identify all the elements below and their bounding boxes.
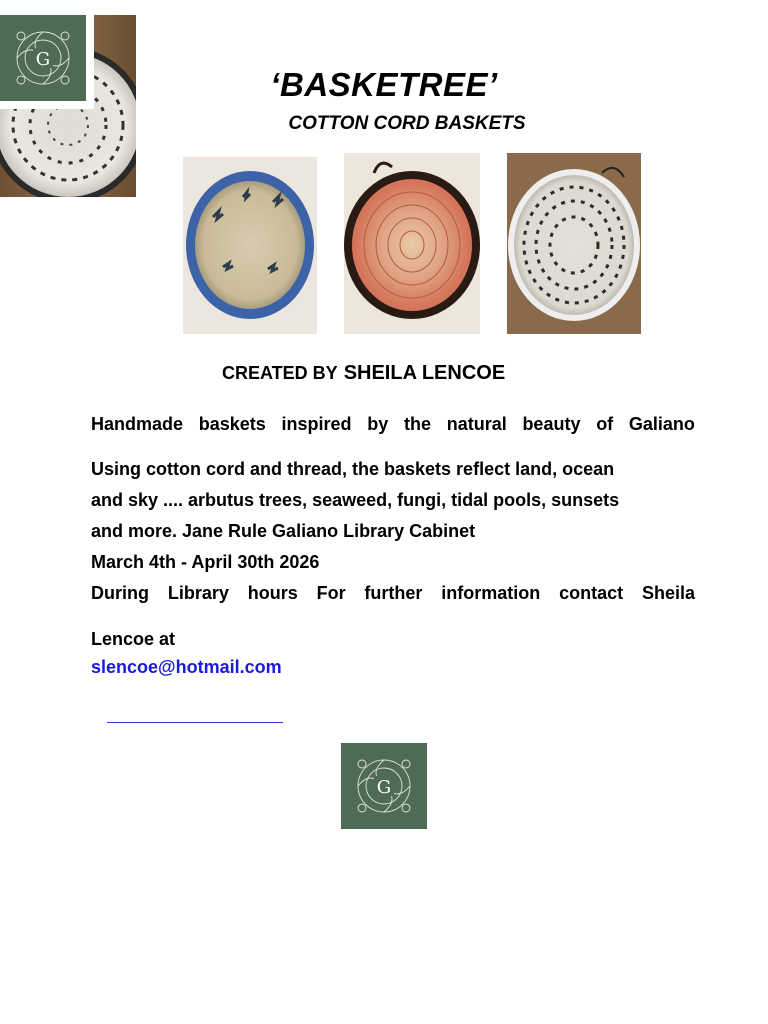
- g-monogram-logo-icon: [341, 743, 427, 829]
- svg-text:G: G: [376, 777, 392, 798]
- word: Library: [167, 583, 229, 603]
- word: of: [596, 414, 614, 434]
- credit-label: CREATED BY: [222, 363, 338, 383]
- word: beauty: [522, 414, 581, 434]
- word: inspired: [281, 414, 352, 434]
- text-line: Using cotton cord and thread, the baskets reflect land, ocean: [91, 459, 615, 479]
- word: contact: [559, 583, 624, 603]
- svg-text:G: G: [35, 49, 51, 70]
- word: baskets: [198, 414, 266, 434]
- word: natural: [446, 414, 507, 434]
- credit-line: [222, 362, 505, 385]
- page-subtitle: COTTON CORD BASKETS: [288, 113, 526, 134]
- word: During: [91, 583, 149, 603]
- word: Galiano: [628, 414, 695, 434]
- page-title: ‘BASKETREE’: [270, 66, 498, 103]
- hours-line: [91, 578, 695, 609]
- description-paragraph: [91, 454, 695, 609]
- word: Sheila: [641, 583, 695, 603]
- word: For: [316, 583, 346, 603]
- basket-photo: [507, 153, 641, 334]
- word: further: [364, 583, 423, 603]
- intro-line: [91, 409, 695, 440]
- email-link[interactable]: slencoe@hotmail.com: [91, 657, 282, 677]
- underline-divider: [107, 722, 283, 723]
- word: information: [441, 583, 541, 603]
- artist-name: SHEILA LENCOE: [343, 362, 506, 384]
- text-line: March 4th - April 30th 2026: [91, 552, 320, 572]
- text-line: and more. Jane Rule Galiano Library Cabinet: [91, 521, 476, 541]
- basket-photo: [344, 153, 480, 334]
- text-line: and sky .... arbutus trees, seaweed, fungi, tidal pools, sunsets: [91, 490, 620, 510]
- word: hours: [247, 583, 298, 603]
- word: by: [367, 414, 389, 434]
- word: Handmade: [91, 414, 184, 434]
- word: the: [403, 414, 431, 434]
- basket-photo: [183, 157, 317, 334]
- contact-line: Lencoe at: [91, 629, 176, 649]
